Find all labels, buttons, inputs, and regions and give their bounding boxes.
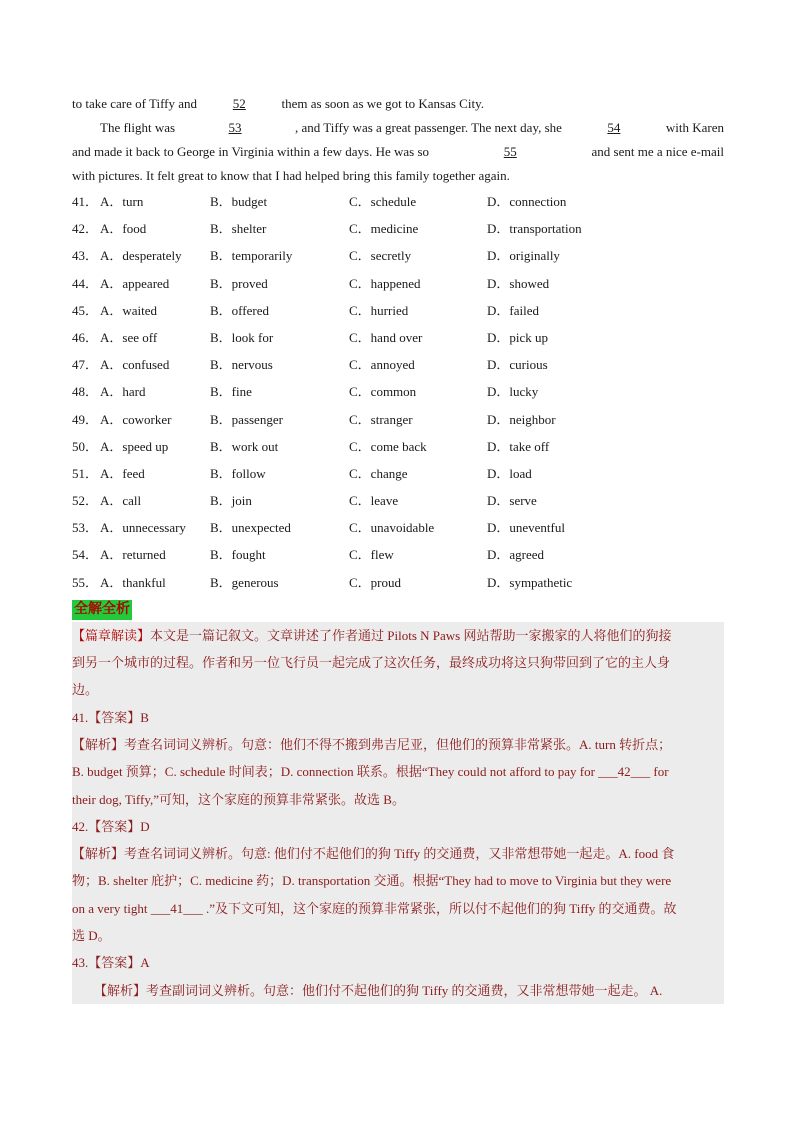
option-row — [72, 242, 724, 269]
option-row — [72, 406, 724, 433]
option-b: B．nervous — [210, 357, 273, 373]
section-heading: 全解全析 — [72, 600, 132, 620]
option-row — [72, 541, 724, 568]
option-a: A．desperately — [100, 248, 182, 264]
option-d: D．connection — [487, 194, 567, 209]
option-a: A．unnecessary — [100, 520, 186, 536]
option-row — [72, 351, 724, 378]
option-d: D．curious — [487, 357, 548, 373]
answer-42: 42.【答案】D — [72, 818, 150, 834]
passage-line: with pictures. It felt great to know that I had helped bring this family together again. — [72, 168, 510, 183]
option-d: D．lucky — [487, 384, 539, 400]
option-row — [72, 514, 724, 541]
option-row — [72, 270, 724, 297]
options-list — [72, 188, 724, 596]
option-c: C．medicine — [349, 221, 419, 237]
question-number: 43． — [72, 248, 99, 264]
option-d: D．agreed — [487, 547, 545, 563]
option-b: B．follow — [210, 465, 266, 481]
option-c: C．common — [349, 384, 417, 400]
passage-line — [72, 140, 724, 164]
option-d: D．transportation — [487, 221, 582, 237]
option-row — [72, 460, 724, 487]
analysis-text: 本文是一篇记叙文。文章讲述了作者通过 Pilots N Paws 网站帮助一家搬家的人将他们的狗接 — [150, 627, 672, 643]
option-d: D．uneventful — [487, 520, 565, 536]
question-number: 51． — [72, 465, 99, 481]
option-d: D．originally — [487, 248, 560, 264]
document-page — [72, 92, 724, 1004]
option-c: C．flew — [349, 547, 394, 563]
passage-text: , and Tiffy was a great passenger. The next day, she — [295, 120, 562, 135]
option-c: C．leave — [349, 493, 399, 509]
option-d: D．take off — [487, 438, 550, 454]
option-row — [72, 297, 724, 324]
analysis-line: B. budget 预算；C. schedule 时间表；D. connection 联系。根据“They could not afford to pay for ___42___ for — [72, 764, 669, 780]
option-a: A．hard — [100, 384, 146, 400]
option-c: C．hand over — [349, 329, 423, 345]
blank-53: 53 — [228, 120, 242, 135]
question-number: 53． — [72, 520, 99, 536]
question-number: 44． — [72, 275, 99, 291]
option-b: B．fought — [210, 547, 266, 563]
option-c: C．schedule — [349, 194, 417, 209]
analysis-line: 到另一个城市的过程。作者和另一位飞行员一起完成了这次任务，最终成功将这只狗带回到了它的主人身 — [72, 655, 671, 671]
question-number: 47． — [72, 357, 99, 373]
analysis-line: on a very tight ___41___ .”及下文可知，这个家庭的预算非常紧张，所以付不起他们的狗 Tiffy 的交通费。故 — [72, 900, 677, 916]
option-b: B．offered — [210, 302, 269, 318]
option-b: B．work out — [210, 438, 279, 454]
question-number: 42． — [72, 221, 99, 237]
option-b: B．fine — [210, 384, 252, 400]
option-d: D．serve — [487, 493, 537, 509]
blank-55: 55 — [503, 144, 517, 159]
option-row — [72, 324, 724, 351]
passage-line — [72, 92, 724, 116]
question-number: 50． — [72, 438, 99, 454]
option-c: C．secretly — [349, 248, 412, 264]
option-a: A．turn — [100, 194, 144, 209]
option-a: A．confused — [100, 357, 170, 373]
option-d: D．showed — [487, 275, 550, 291]
passage-text: The flight was — [100, 120, 176, 135]
option-row — [72, 378, 724, 405]
passage-text: to take care of Tiffy and — [72, 96, 198, 111]
option-d: D．failed — [487, 302, 539, 318]
option-d: D．pick up — [487, 329, 549, 345]
option-row — [72, 215, 724, 242]
option-b: B．shelter — [210, 221, 267, 237]
passage-line — [72, 116, 724, 140]
passage-text: with Karen — [665, 120, 724, 135]
question-number: 46． — [72, 329, 99, 345]
answer-43: 43.【答案】A — [72, 955, 150, 971]
option-b: B．join — [210, 493, 252, 509]
option-b: B．proved — [210, 275, 268, 291]
option-b: B．budget — [210, 194, 268, 209]
option-row — [72, 433, 724, 460]
option-a: A．food — [100, 221, 147, 237]
option-c: C．come back — [349, 438, 427, 454]
question-number: 52． — [72, 493, 99, 509]
option-c: C．annoyed — [349, 357, 415, 373]
option-a: A．waited — [100, 302, 158, 318]
analysis-line: their dog, Tiffy,”可知，这个家庭的预算非常紧张。故选 B。 — [72, 791, 405, 807]
option-b: B．passenger — [210, 411, 283, 427]
option-c: C．stranger — [349, 411, 413, 427]
option-d: D．load — [487, 465, 532, 481]
option-d: D．sympathetic — [487, 574, 573, 590]
question-number: 49． — [72, 411, 99, 427]
option-a: A．returned — [100, 547, 166, 563]
analysis-line: 【解析】考查名词词义辨析。句意: 他们付不起他们的狗 Tiffy 的交通费，又非常想带她一起走。A. food 食 — [72, 846, 675, 862]
analysis-line: 物；B. shelter 庇护；C. medicine 药；D. transportation 交通。根据“They had to move to Virginia but they were — [72, 873, 672, 889]
option-c: C．change — [349, 465, 408, 481]
option-a: A．speed up — [100, 438, 169, 454]
option-d: D．neighbor — [487, 411, 556, 427]
analysis-line: 【解析】考查副词词义辨析。句意：他们付不起他们的狗 Tiffy 的交通费，又非常想带她一起走。 A. — [94, 982, 663, 998]
blank-54: 54 — [607, 120, 621, 135]
analysis-line: 选 D。 — [72, 928, 111, 944]
option-a: A．call — [100, 493, 142, 509]
option-b: B．look for — [210, 329, 274, 345]
question-number: 54． — [72, 547, 99, 563]
passage-text: and sent me a nice e-mail — [591, 144, 724, 159]
analysis-line: 【解析】考查名词词义辨析。句意：他们不得不搬到弗吉尼亚，但他们的预算非常紧张。A. turn 转折点； — [72, 737, 672, 752]
question-number: 45． — [72, 302, 99, 318]
passage-text: them as soon as we got to Kansas City. — [281, 96, 484, 111]
option-c: C．hurried — [349, 302, 409, 318]
option-b: B．temporarily — [210, 248, 293, 264]
option-b: B．generous — [210, 574, 279, 590]
option-a: A．appeared — [100, 275, 170, 291]
option-a: A．see off — [100, 329, 158, 345]
option-c: C．unavoidable — [349, 520, 435, 536]
option-c: C．happened — [349, 275, 421, 291]
answer-analysis — [72, 622, 724, 1004]
question-number: 41． — [72, 194, 99, 209]
option-row — [72, 569, 724, 596]
analysis-line — [72, 622, 718, 649]
answer-41: 41.【答案】B — [72, 709, 149, 725]
summary-tag: 【篇章解读】 — [72, 627, 151, 643]
blank-52: 52 — [232, 96, 246, 111]
option-a: A．thankful — [100, 574, 166, 590]
option-a: A．feed — [100, 465, 145, 481]
analysis-line: 边。 — [72, 682, 99, 698]
question-number: 48． — [72, 384, 99, 400]
option-a: A．coworker — [100, 411, 172, 427]
option-row — [72, 487, 724, 514]
option-c: C．proud — [349, 574, 402, 590]
passage-text: and made it back to George in Virginia within a few days. He was so — [72, 144, 429, 159]
option-row — [72, 188, 724, 215]
option-b: B．unexpected — [210, 520, 291, 536]
question-number: 55． — [72, 574, 99, 590]
